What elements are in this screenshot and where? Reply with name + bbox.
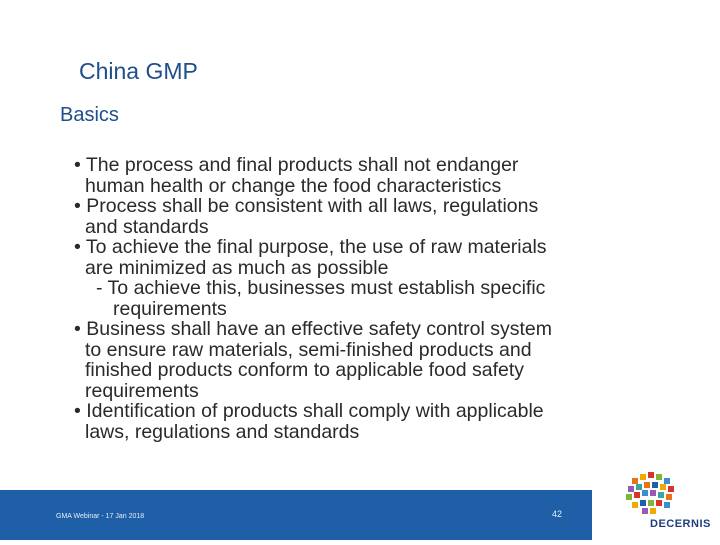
- bullet-line: • Process shall be consistent with all laws, regulations: [74, 195, 539, 217]
- bullet-line: laws, regulations and standards: [85, 420, 360, 443]
- bullet-line: to ensure raw materials, semi-finished products and: [85, 338, 532, 361]
- decernis-logo: [592, 470, 720, 540]
- footer-text: GMA Webinar - 17 Jan 2018: [56, 513, 145, 520]
- slide-title: China GMP: [79, 58, 198, 84]
- bullet-line: • Identification of products shall comply with applicable: [74, 400, 544, 422]
- logo-text: DECERNIS: [650, 518, 711, 530]
- bullet-line: are minimized as much as possible: [85, 256, 389, 279]
- bullet-line: • To achieve the final purpose, the use of raw materials: [74, 236, 547, 258]
- bullet-line: requirements: [85, 379, 199, 402]
- sub-bullet-line: requirements: [113, 297, 227, 320]
- bullet-line: and standards: [85, 215, 209, 238]
- slide-subtitle: Basics: [60, 104, 119, 126]
- sub-bullet-line: - To achieve this, businesses must establish specific: [96, 277, 546, 299]
- bullet-line: • Business shall have an effective safety control system: [74, 318, 552, 340]
- bullet-list: [74, 155, 674, 442]
- bullet-line: • The process and final products shall not endanger: [74, 154, 519, 176]
- bullet-line: finished products conform to applicable food safety: [85, 359, 525, 381]
- bullet-line: human health or change the food characteristics: [85, 174, 502, 197]
- page-number: 42: [552, 509, 563, 519]
